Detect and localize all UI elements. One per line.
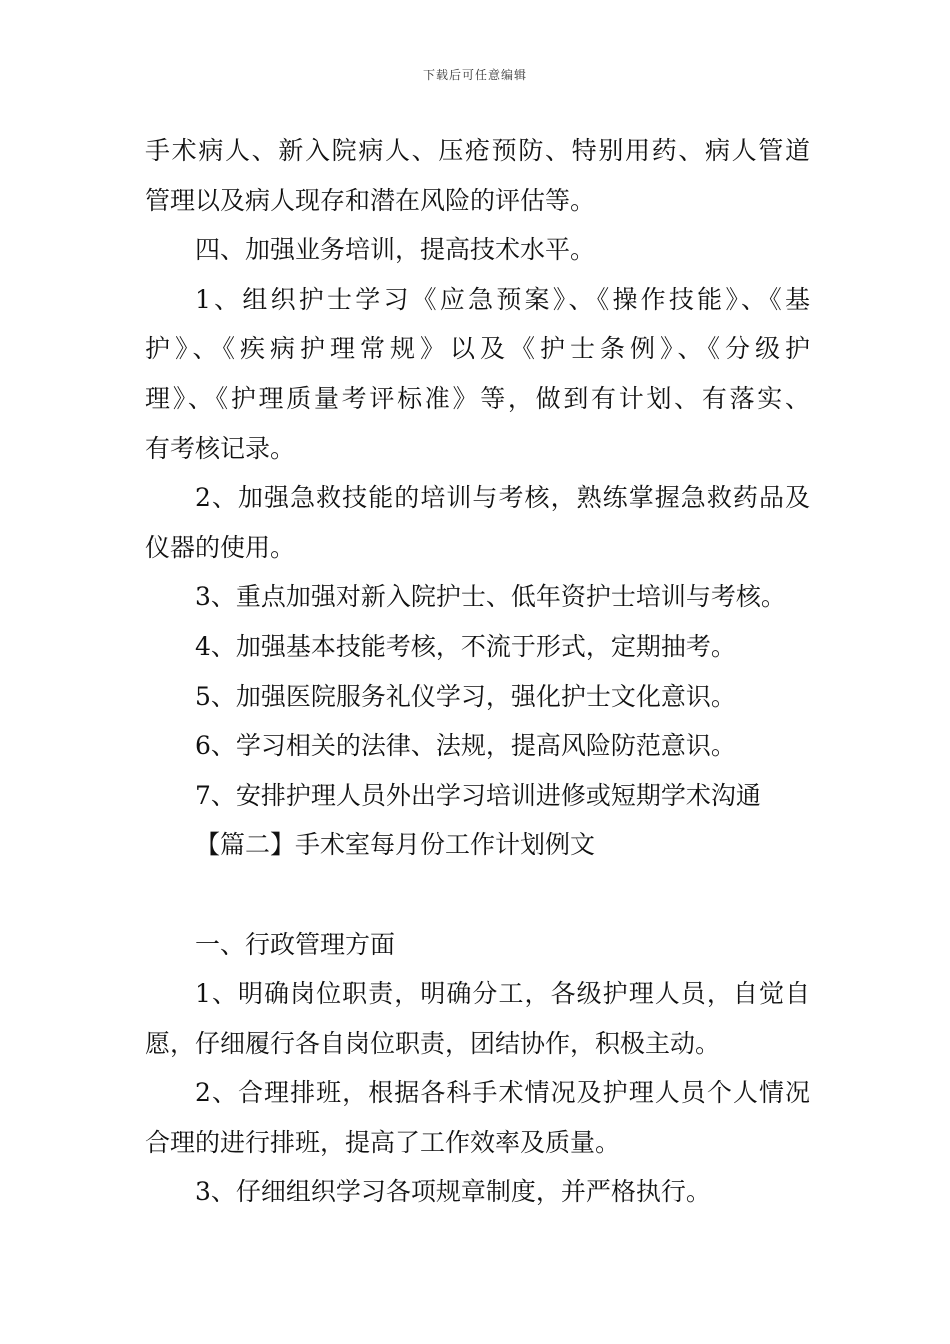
text-line: 3、重点加强对新入院护士、低年资护士培训与考核。 (195, 582, 786, 612)
text-line: 愿，仔细履行各自岗位职责，团结协作，积极主动。 (145, 1028, 721, 1058)
text-line: 手术病人、新入院病人、压疮预防、特别用药、病人管道 (145, 136, 810, 165)
text-line: 理》、《护理质量考评标准》等，做到有计划、有落实、 (145, 383, 810, 413)
text-line: 5、加强医院服务礼仪学习，强化护士文化意识。 (195, 681, 736, 711)
page-header: 下载后可任意编辑 (422, 68, 527, 82)
text-line: 护》、《疾病护理常规》以及《护士条例》、《分级护 (145, 334, 810, 364)
text-line: 1、明确岗位职责，明确分工，各级护理人员，自觉自 (195, 979, 810, 1009)
text-line: 有考核记录。 (145, 433, 296, 463)
article-title: 【篇二】手术室每月份工作计划例文 (195, 830, 596, 860)
text-line: 2、加强急救技能的培训与考核，熟练掌握急救药品及 (195, 483, 810, 513)
document-body (145, 126, 810, 1217)
text-line: 仪器的使用。 (145, 532, 296, 562)
text-line: 合理的进行排班，提高了工作效率及质量。 (145, 1127, 621, 1157)
text-line: 1、组织护士学习《应急预案》、《操作技能》、《基 (195, 284, 810, 314)
text-line: 7、安排护理人员外出学习培训进修或短期学术沟通 (195, 780, 761, 810)
text-line: 2、合理排班，根据各科手术情况及护理人员个人情况 (195, 1078, 810, 1108)
text-line: 6、学习相关的法律、法规，提高风险防范意识。 (195, 731, 736, 761)
text-line: 管理以及病人现存和潜在风险的评估等。 (145, 185, 596, 215)
section-heading: 四、加强业务培训，提高技术水平。 (195, 235, 596, 265)
blank-line (145, 870, 810, 920)
text-line: 3、仔细组织学习各项规章制度，并严格执行。 (195, 1177, 711, 1207)
text-line: 4、加强基本技能考核，不流于形式，定期抽考。 (195, 631, 736, 661)
section-heading: 一、行政管理方面 (195, 929, 396, 959)
